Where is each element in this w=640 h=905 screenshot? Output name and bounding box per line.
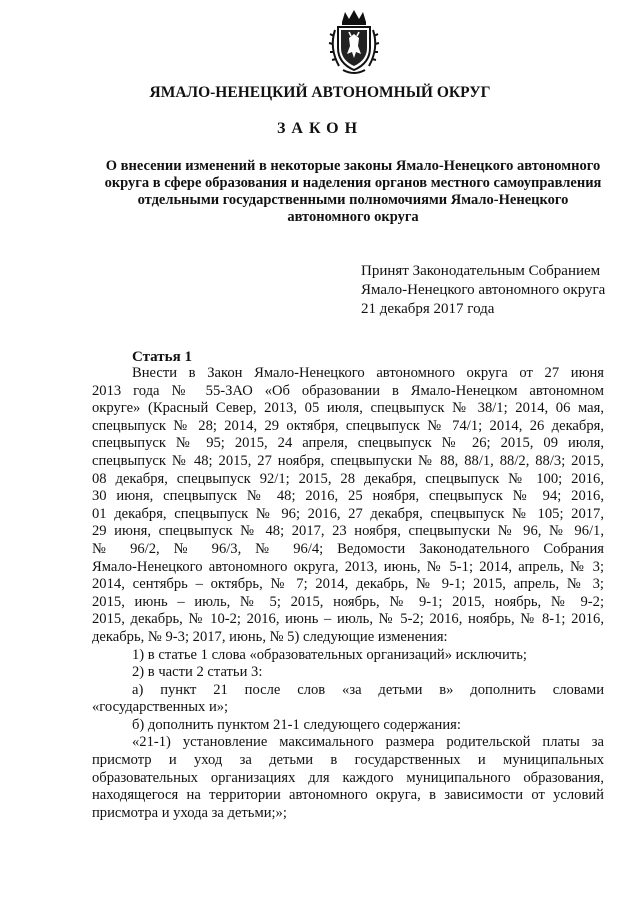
text-line: Внести в Закон Ямало-Ненецкого автономного округа от 27 июня bbox=[132, 365, 604, 381]
text-line: спецвыпуск № 28; 2014, 29 октября, спецвыпуск № 74/1; 2014, 26 декабря, bbox=[92, 417, 604, 434]
text-line: 2015, июнь – июль, № 5; 2015, ноябрь, № 9-1; 2015, ноябрь, № 9-2; bbox=[92, 593, 604, 610]
text-line: декабрь, № 9-3; 2017, июнь, № 5) следующие изменения: bbox=[92, 628, 448, 645]
article-body bbox=[92, 365, 604, 822]
text-line: № 96/2, № 96/3, № 96/4; Ведомости Законодательного Собрания bbox=[92, 540, 604, 557]
text-line: 01 декабря, спецвыпуск № 96; 2016, 27 декабря, спецвыпуск № 105; 2017, bbox=[92, 505, 604, 522]
document-type: ЗАКОН bbox=[276, 120, 364, 137]
text-line: присмотр и уход за детьми в государственных и муниципальных bbox=[92, 752, 604, 769]
text-line: образовательных организациях для каждого муниципального образования, bbox=[92, 769, 604, 786]
text-line: спецвыпуск № 48; 2015, 27 ноября, спецвыпуски № 88, 88/1, 88/2, 88/3; 2015, bbox=[92, 452, 604, 469]
adoption-line: Ямало-Ненецкого автономного округа bbox=[361, 282, 606, 298]
text-line: «21-1) установление максимального размера родительской платы за bbox=[132, 734, 604, 751]
adoption-line: Принят Законодательным Собранием bbox=[361, 263, 601, 279]
adoption-line: 21 декабря 2017 года bbox=[361, 301, 495, 317]
text-line: 2) в части 2 статьи 3: bbox=[132, 664, 263, 681]
text-line: Ямало-Ненецкого автономного округа, 2013, июнь, № 5-1; 2014, апрель, № 3; bbox=[92, 558, 604, 575]
text-line: спецвыпуск № 95; 2015, 24 апреля, спецвыпуск № 26; 2015, 09 июля, bbox=[92, 435, 604, 452]
title-line: О внесении изменений в некоторые законы Ямало-Ненецкого автономного bbox=[105, 158, 601, 174]
text-line: б) дополнить пунктом 21-1 следующего содержания: bbox=[132, 716, 461, 733]
law-title bbox=[86, 158, 620, 226]
text-line: округе» (Красный Север, 2013, 05 июля, спецвыпуск № 38/1; 2014, 06 мая, bbox=[92, 400, 604, 417]
text-line: 30 июня, спецвыпуск № 48; 2016, 25 ноября, спецвыпуск № 94; 2016, bbox=[92, 488, 604, 505]
text-line: 29 июня, спецвыпуск № 48; 2017, 23 ноября, спецвыпуски № 96, № 96/1, bbox=[92, 523, 604, 540]
text-line: 2013 года № 55-ЗАО «Об образовании в Ямало-Ненецком автономном bbox=[92, 382, 604, 399]
text-line: 1) в статье 1 слова «образовательных организаций» исключить; bbox=[132, 646, 527, 663]
title-line: округа в сфере образования и наделения органов местного самоуправления bbox=[104, 175, 602, 191]
text-line: а) пункт 21 после слов «за детьми в» дополнить словами bbox=[132, 681, 604, 698]
title-line: автономного округа bbox=[287, 209, 419, 225]
text-line: «государственных и»; bbox=[92, 699, 229, 716]
text-line: 08 декабря, спецвыпуск 92/1; 2015, 28 декабря, спецвыпуск № 100; 2016, bbox=[92, 470, 604, 487]
text-line: находящегося на территории автономного округа, в зависимости от условий bbox=[92, 787, 604, 804]
text-line: 2014, сентябрь – октябрь, № 7; 2014, декабрь, № 9-1; 2015, апрель, № 3; bbox=[92, 576, 604, 593]
text-line: 2015, декабрь, № 10-2; 2016, июнь – июль, № 5-2; 2016, ноябрь, № 8-1; 2016, bbox=[92, 611, 604, 628]
title-line: отдельными государственными полномочиями Ямало-Ненецкого bbox=[137, 192, 569, 208]
article-heading: Статья 1 bbox=[132, 349, 192, 365]
region-name: ЯМАЛО-НЕНЕЦКИЙ АВТОНОМНЫЙ ОКРУГ bbox=[149, 84, 491, 101]
adoption-note bbox=[361, 262, 605, 319]
text-line: присмотра и ухода за детьми;»; bbox=[92, 804, 287, 821]
coat-of-arms-icon bbox=[325, 8, 383, 76]
